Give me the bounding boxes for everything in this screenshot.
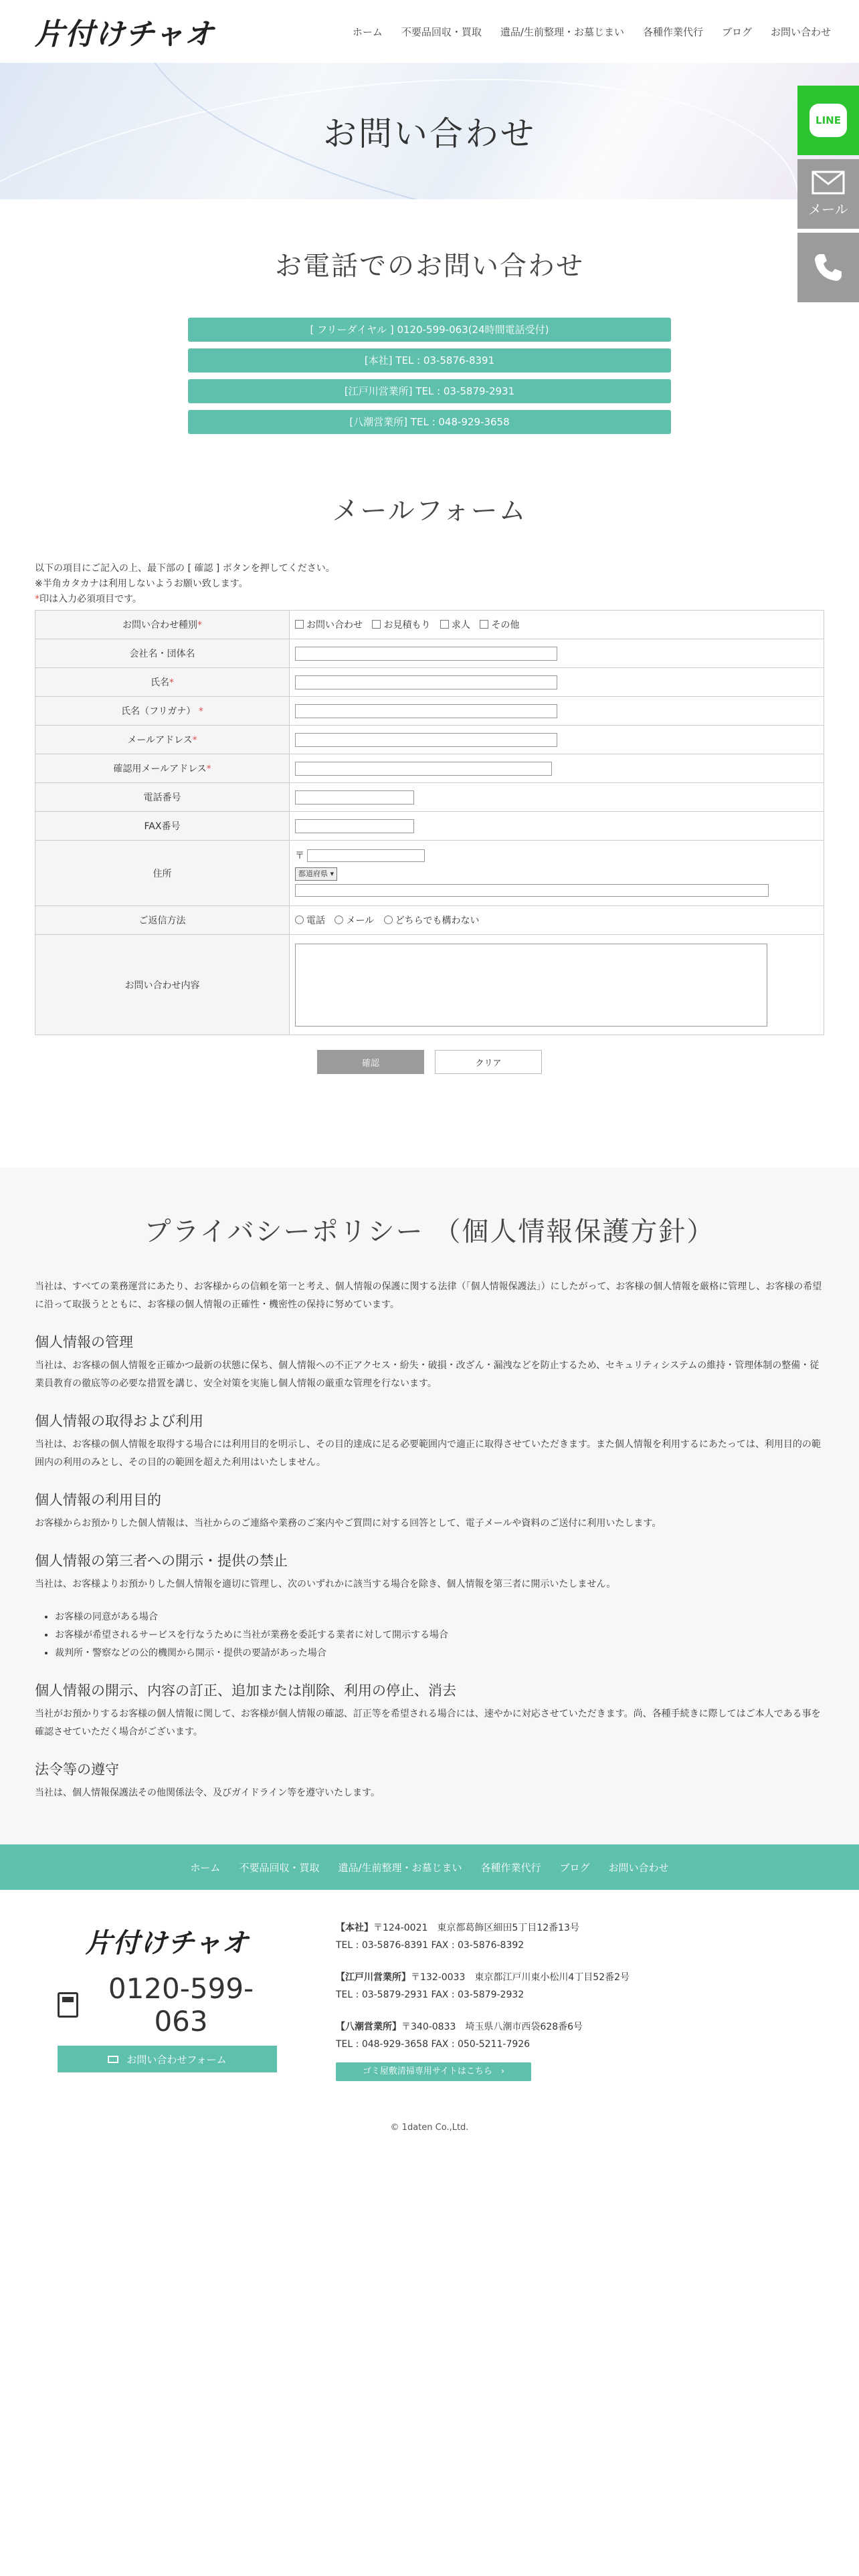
office-name: 【八潮営業所】 bbox=[336, 2022, 401, 2032]
email-confirm-input[interactable] bbox=[295, 762, 552, 776]
form-row-kana bbox=[35, 697, 824, 726]
kana-input[interactable] bbox=[295, 704, 557, 718]
telephone-icon bbox=[58, 1992, 78, 2018]
privacy-heading: 個人情報の第三者への開示・提供の禁止 bbox=[35, 1553, 288, 1569]
privacy-intro: 当社は、すべての業務運営にあたり、お客様からの信頼を第一と考え、個人情報の保護に関する法律（「個人情報保護法」）にしたがって、お客様の個人情報を厳格に管理し、お客様の希望に沿って取扱うとともに、お客様の個人情報の正確性・機密性の保持に努めています。 bbox=[35, 1281, 822, 1310]
tel-side-button[interactable] bbox=[797, 233, 859, 302]
label-tel: 電話番号 bbox=[35, 783, 290, 812]
privacy-heading: 法令等の遵守 bbox=[35, 1761, 119, 1778]
label-message: お問い合わせ内容 bbox=[35, 935, 290, 1035]
label-email: メールアドレス* bbox=[35, 726, 290, 754]
label-company: 会社名・団体名 bbox=[35, 639, 290, 668]
radio-circle[interactable] bbox=[335, 916, 343, 924]
mail-form-section bbox=[0, 490, 859, 1074]
radio-circle[interactable] bbox=[295, 916, 304, 924]
checkbox-inquiry[interactable]: お問い合わせ bbox=[295, 618, 363, 631]
form-row-type bbox=[35, 611, 824, 639]
footer-phone-number: 0120-599-063 bbox=[108, 1972, 254, 2038]
site-header bbox=[0, 0, 859, 63]
gomi-site-button[interactable]: ゴミ屋敷清掃専用サイトはこちら › bbox=[336, 2062, 531, 2081]
footer-logo[interactable] bbox=[86, 1922, 250, 1960]
form-row-fax bbox=[35, 812, 824, 841]
form-intro-line1: 以下の項目にご記入の上、最下部の [ 確認 ] ボタンを押してください。 bbox=[35, 563, 335, 574]
form-buttons bbox=[35, 1050, 824, 1074]
phone-button-edogawa[interactable]: [江戸川営業所] TEL : 03-5879-2931 bbox=[188, 379, 671, 403]
label-fax: FAX番号 bbox=[35, 812, 290, 841]
footer-contact-block bbox=[58, 1922, 277, 2072]
form-row-name bbox=[35, 668, 824, 697]
footer-nav bbox=[0, 1844, 859, 1890]
office-tel: TEL : 03-5879-2931 FAX : 03-5879-2932 bbox=[336, 1990, 524, 2000]
footer-logo-text: 片付けチャオ bbox=[85, 1927, 250, 1959]
form-row-reply bbox=[35, 906, 824, 935]
form-intro bbox=[35, 561, 824, 607]
checkbox-box[interactable] bbox=[480, 620, 488, 629]
disclosure-exception-list bbox=[55, 1608, 824, 1662]
label-name: 氏名* bbox=[35, 668, 290, 697]
zip-mark: 〒 bbox=[295, 850, 304, 861]
label-kana: 氏名（フリガナ） * bbox=[35, 697, 290, 726]
radio-phone[interactable]: 電話 bbox=[295, 914, 325, 927]
form-row-company bbox=[35, 639, 824, 668]
phone-section-title: お電話でのお問い合わせ bbox=[275, 251, 584, 282]
checkbox-estimate[interactable]: お見積もり bbox=[372, 618, 430, 631]
mail-form-title: メールフォーム bbox=[332, 496, 527, 526]
footer-nav-junk-removal[interactable]: 不要品回収・買取 bbox=[239, 1861, 320, 1874]
phone-button-yashio[interactable]: [八潮営業所] TEL : 048-929-3658 bbox=[188, 410, 671, 434]
privacy-body: 当社は、個人情報保護法その他関係法令、及びガイドライン等を遵守いたします。 bbox=[35, 1788, 381, 1798]
office-name: 【江戸川営業所】 bbox=[336, 1972, 411, 1983]
office-address: 〒124-0021 東京都葛飾区細田5丁目12番13号 bbox=[373, 1923, 579, 1933]
label-email-confirm: 確認用メールアドレス* bbox=[35, 754, 290, 783]
form-wrapper bbox=[35, 561, 824, 1074]
clear-button[interactable]: クリア bbox=[435, 1050, 542, 1074]
phone-icon bbox=[812, 251, 844, 284]
field-inquiry-type bbox=[290, 611, 824, 639]
footer-nav-blog[interactable]: ブログ bbox=[559, 1861, 590, 1874]
checkbox-other[interactable]: その他 bbox=[480, 618, 519, 631]
phone-contact-section bbox=[0, 199, 859, 491]
footer-offices bbox=[336, 1919, 630, 2081]
form-row-message bbox=[35, 935, 824, 1035]
footer-nav-estate-cleanup[interactable]: 遺品/生前整理・お墓じまい bbox=[338, 1861, 462, 1874]
checkbox-box[interactable] bbox=[440, 620, 449, 629]
office-edogawa bbox=[336, 1969, 630, 2004]
checkbox-recruit[interactable]: 求人 bbox=[440, 618, 470, 631]
office-name: 【本社】 bbox=[336, 1923, 373, 1933]
envelope-icon bbox=[108, 2056, 118, 2063]
form-intro-line3: 印は入力必須項目です。 bbox=[39, 594, 142, 605]
list-item: • 裁判所・警察などの公的機関から開示・提供の要請があった場合 bbox=[55, 1644, 824, 1662]
address-input[interactable] bbox=[295, 884, 769, 897]
nav-junk-removal[interactable]: 不要品回収・買取 bbox=[401, 25, 482, 38]
company-input[interactable] bbox=[295, 647, 557, 661]
zip-input[interactable] bbox=[307, 849, 425, 862]
privacy-body: 当社がお預かりするお客様の個人情報に関して、お客様が個人情報の確認、訂正等を希望される場合には、速やかに対応させていただきます。尚、各種手続きに際してはご本人である事を確認させていただく場合がございます。 bbox=[35, 1709, 821, 1737]
email-input[interactable] bbox=[295, 733, 557, 747]
radio-circle[interactable] bbox=[384, 916, 393, 924]
nav-blog[interactable]: ブログ bbox=[721, 25, 752, 38]
confirm-button[interactable]: 確認 bbox=[317, 1050, 424, 1074]
page-title: お問い合わせ bbox=[323, 114, 536, 153]
list-item: • お客様の同意がある場合 bbox=[55, 1608, 824, 1626]
site-logo[interactable] bbox=[35, 10, 215, 53]
footer-nav-services[interactable]: 各種作業代行 bbox=[480, 1861, 541, 1874]
label-inquiry-type: お問い合わせ種別* bbox=[35, 611, 290, 639]
label-reply-method: ご返信方法 bbox=[35, 906, 290, 935]
logo-text: 片付けチャオ bbox=[35, 17, 215, 51]
line-button[interactable] bbox=[797, 86, 859, 155]
privacy-heading: 個人情報の管理 bbox=[35, 1334, 133, 1350]
privacy-body: 当社は、お客様の個人情報を正確かつ最新の状態に保ち、個人情報への不正アクセス・紛失・破損・改ざん・漏洩などを防止するため、セキュリティシステムの維持・管理体制の整備・従業員教育の徹底等の必要な措置を講じ、安全対策を実施し個人情報の厳重な管理を行ないます。 bbox=[35, 1360, 820, 1389]
mail-side-button[interactable] bbox=[797, 159, 859, 229]
office-tel: TEL : 03-5876-8391 FAX : 03-5876-8392 bbox=[336, 1940, 524, 1951]
form-row-address bbox=[35, 841, 824, 906]
footer-contact-form-button[interactable] bbox=[58, 2046, 277, 2072]
office-tel: TEL : 048-929-3658 FAX : 050-5211-7926 bbox=[336, 2039, 531, 2050]
radio-either[interactable]: どちらでも構わない bbox=[384, 914, 480, 927]
phone-button-head-office[interactable]: [本社] TEL : 03-5876-8391 bbox=[188, 348, 671, 372]
line-icon: LINE bbox=[809, 104, 847, 137]
form-row-email bbox=[35, 726, 824, 754]
form-row-tel bbox=[35, 783, 824, 812]
label-address: 住所 bbox=[35, 841, 290, 906]
form-row-email-confirm bbox=[35, 754, 824, 783]
privacy-body: 当社は、お客様の個人情報を取得する場合には利用目的を明示し、その目的達成に足る必要範囲内で適正に取得させていただきます。また個人情報を利用するにあたっては、利用目的の範囲内の利用のみとし、その目的の範囲を超えた利用はいたしません。 bbox=[35, 1439, 821, 1468]
envelope-icon bbox=[812, 171, 845, 195]
fax-input[interactable] bbox=[295, 819, 414, 833]
privacy-body: 当社は、お客様よりお預かりした個人情報を適切に管理し、次のいずれかに該当する場合を除き、個人情報を第三者に開示いたしません。 bbox=[35, 1579, 616, 1590]
copyright: © 1daten Co.,Ltd. bbox=[390, 2123, 469, 2133]
privacy-title: プライバシーポリシー （個人情報保護方針） bbox=[144, 1216, 715, 1247]
prefecture-select[interactable]: 都道府県 ▾ bbox=[295, 867, 337, 881]
phone-button-freedial[interactable]: [ フリーダイヤル ] 0120-599-063(24時間電話受付) bbox=[188, 318, 671, 342]
privacy-body: お客様からお預かりした個人情報は、当社からのご連絡や業務のご案内やご質問に対する回答として、電子メールや資料のご送付に利用いたします。 bbox=[35, 1518, 662, 1529]
privacy-heading: 個人情報の利用目的 bbox=[35, 1492, 161, 1508]
footer-nav-home[interactable]: ホーム bbox=[190, 1861, 221, 1874]
required-mark: * bbox=[35, 594, 39, 605]
nav-contact[interactable]: お問い合わせ bbox=[770, 25, 831, 38]
office-address: 〒340-0833 埼玉県八潮市西袋628番6号 bbox=[401, 2022, 583, 2032]
footer-contact-form-label: お問い合わせフォーム bbox=[126, 2053, 227, 2066]
mail-side-label: メール bbox=[808, 201, 848, 217]
privacy-policy-section bbox=[0, 1168, 859, 1844]
main-nav bbox=[353, 25, 831, 39]
office-address: 〒132-0033 東京都江戸川東小松川4丁目52番2号 bbox=[411, 1972, 630, 1983]
tel-input[interactable] bbox=[295, 790, 414, 804]
office-yashio bbox=[336, 2018, 630, 2053]
name-input[interactable] bbox=[295, 675, 557, 689]
checkbox-box[interactable] bbox=[295, 620, 304, 629]
office-head bbox=[336, 1919, 630, 1954]
form-intro-line2: ※半角カタカナは利用しないようお願い致します。 bbox=[35, 578, 248, 589]
privacy-heading: 個人情報の取得および利用 bbox=[35, 1413, 203, 1429]
footer-nav-contact[interactable]: お問い合わせ bbox=[608, 1861, 669, 1874]
radio-mail[interactable]: メール bbox=[335, 914, 374, 927]
message-textarea[interactable] bbox=[295, 944, 767, 1027]
list-item: • お客様が希望されるサービスを行なうために当社が業務を委託する業者に対して開示する場合 bbox=[55, 1626, 824, 1644]
hero-banner bbox=[0, 63, 859, 199]
privacy-heading: 個人情報の開示、内容の訂正、追加または削除、利用の停止、消去 bbox=[35, 1683, 456, 1699]
site-footer bbox=[0, 1890, 859, 2576]
nav-estate-cleanup[interactable]: 遺品/生前整理・お墓じまい bbox=[500, 25, 624, 38]
floating-side-buttons bbox=[797, 86, 859, 302]
contact-form-table bbox=[35, 610, 824, 1035]
nav-services[interactable]: 各種作業代行 bbox=[642, 25, 703, 38]
checkbox-box[interactable] bbox=[372, 620, 381, 629]
footer-phone[interactable] bbox=[58, 1972, 277, 2038]
nav-home[interactable]: ホーム bbox=[352, 25, 383, 38]
phone-button-list bbox=[188, 318, 671, 434]
